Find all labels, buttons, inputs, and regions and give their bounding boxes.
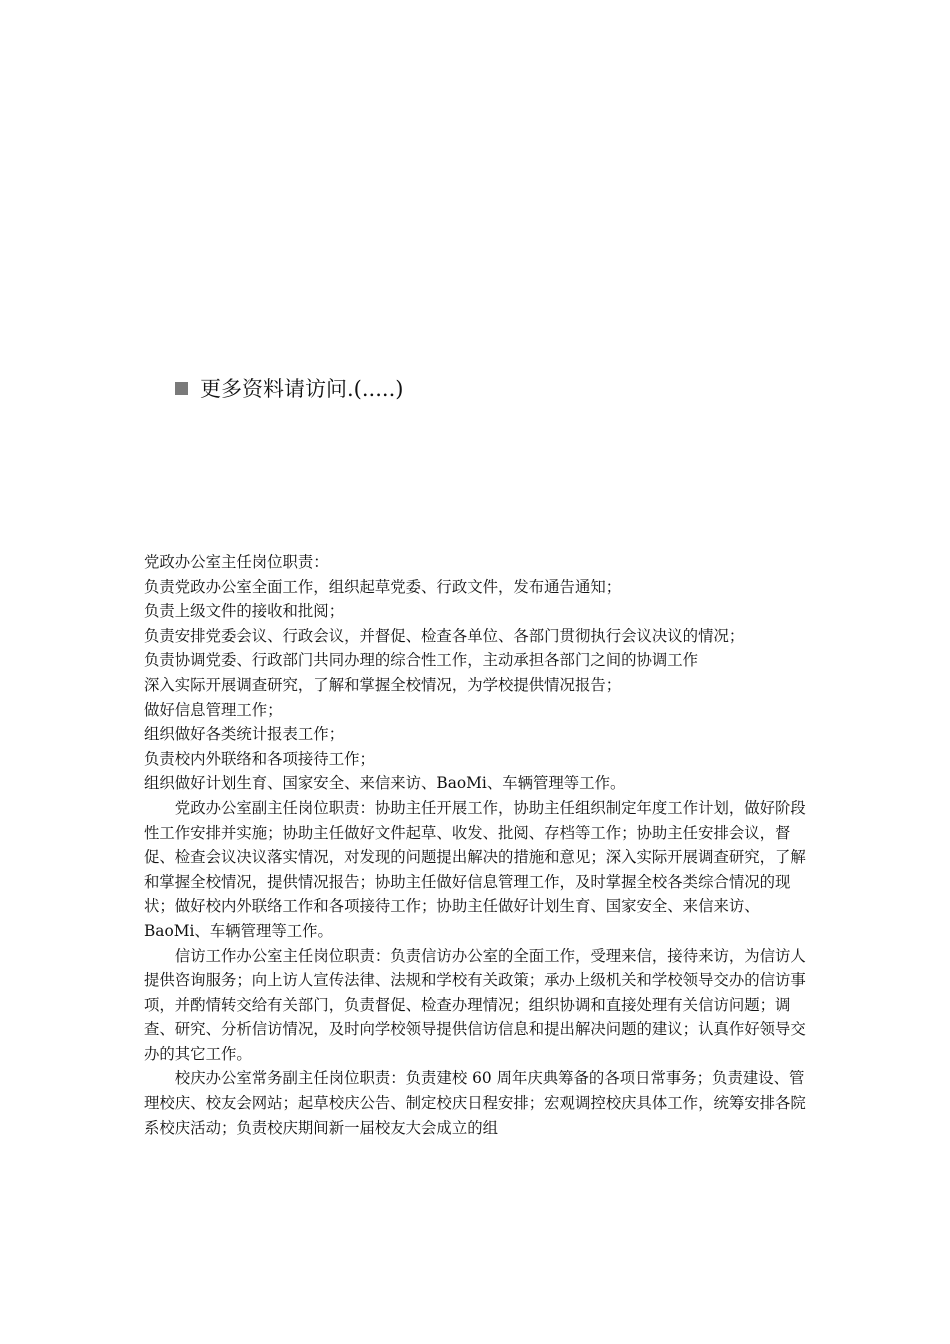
document-body [144,550,819,1140]
paragraph: 校庆办公室常务副主任岗位职责：负责建校 60 周年庆典筹备的各项日常事务；负责建设、管理校庆、校友会网站；起草校庆公告、制定校庆日程安排；宏观调控校庆具体工作，统筹安排各院系校庆活动；负责校庆期间新一届校友大会成立的组 [144,1069,806,1137]
paragraph: 负责党政办公室全面工作，组织起草党委、行政文件，发布通告通知； [144,577,622,596]
notice-text: 更多资料请访问.(.....) [200,377,404,401]
square-bullet-icon [175,382,188,395]
paragraph: 负责上级文件的接收和批阅； [144,602,345,621]
paragraph: 负责安排党委会议、行政会议，并督促、检查各单位、各部门贯彻执行会议决议的情况； [144,626,745,645]
paragraph: 负责校内外联络和各项接待工作； [144,749,375,768]
paragraph: 组织做好计划生育、国家安全、来信来访、BaoMi、车辆管理等工作。 [144,774,626,793]
notice-line [175,372,403,406]
paragraph: 深入实际开展调查研究，了解和掌握全校情况，为学校提供情况报告； [144,675,622,694]
paragraph: 做好信息管理工作； [144,700,283,719]
paragraph: 党政办公室主任岗位职责： [144,553,329,571]
paragraph: 组织做好各类统计报表工作； [144,725,345,744]
paragraph: 信访工作办公室主任岗位职责：负责信访办公室的全面工作，受理来信，接待来访，为信访人提供咨询服务；向上访人宣传法律、法规和学校有关政策；承办上级机关和学校领导交办的信访事项，并酌情转交给有关部门，负责督促、检查办理情况；组织协调和直接处理有关信访问题；调查、研究、分析信访情况，及时向学校领导提供信访信息和提出解决问题的建议；认真作好领导交办的其它工作。 [144,946,806,1063]
paragraph: 负责协调党委、行政部门共同办理的综合性工作，主动承担各部门之间的协调工作 [144,651,699,670]
paragraph: 党政办公室副主任岗位职责：协助主任开展工作，协助主任组织制定年度工作计划，做好阶段性工作安排并实施；协助主任做好文件起草、收发、批阅、存档等工作；协助主任安排会议，督促、检查会议决议落实情况，对发现的问题提出解决的措施和意见；深入实际开展调查研究，了解和掌握全校情况，提供情况报告；协助主任做好信息管理工作，及时掌握全校各类综合情况的现状；做好校内外联络工作和各项接待工作；协助主任做好计划生育、国家安全、来信来访、BaoMi、车辆管理等工作。 [144,798,806,940]
